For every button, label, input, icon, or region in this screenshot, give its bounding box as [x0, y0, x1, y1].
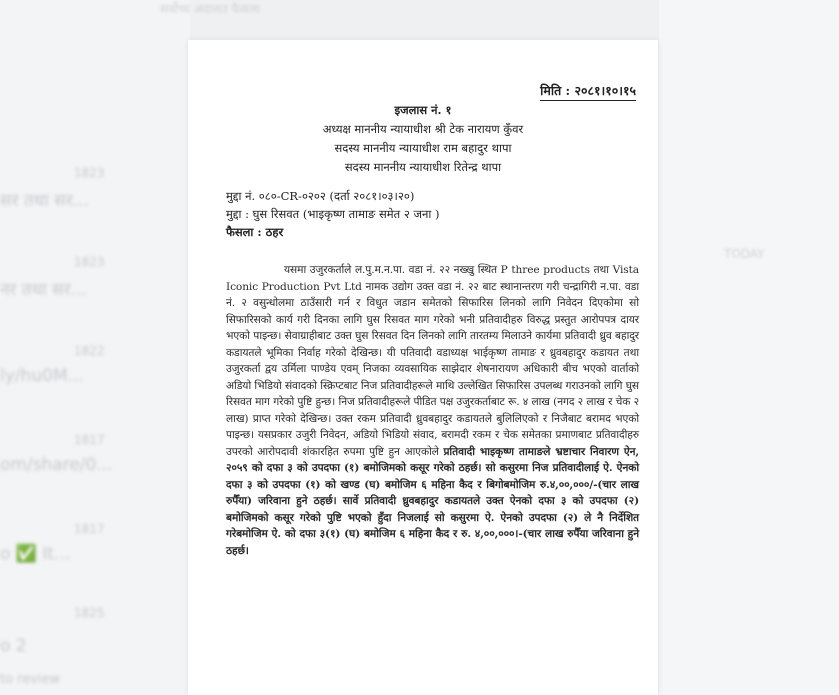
background-top-text: सर्वोच्च अदालत फैसला — [160, 2, 260, 16]
case-meta — [226, 187, 440, 241]
judgment-body — [226, 262, 639, 559]
background-chat-title: नर तथा सर... — [0, 280, 87, 300]
background-chat-title: o ✅ It... — [0, 544, 71, 564]
background-chat-year: 1823 — [74, 255, 105, 269]
case-number: मुद्दा नं. ०८०-CR-०२०२ (दर्ता २०८१।०३।२०) — [226, 189, 415, 203]
background-chat-title: o 2 — [0, 636, 27, 656]
background-chat-year: 1817 — [74, 522, 105, 536]
background-chat-year: 1823 — [74, 166, 105, 180]
background-chat-title: सर तथा सर... — [0, 191, 89, 211]
judgment-body-bold: प्रतिवादी भाइकृष्ण तामाङले भ्रष्टाचार निवारण ऐन, २०५९ को दफा ३ को उपदफा (१) बमोजिमको कसूर गरेको ठहर्छ। सो कसुरमा निज प्रतिवादीलाई ऐ. ऐनको दफा ३ को उपदफा (१) को खण्ड (घ) बमोजिम ६ महिना कैद र बिगोबमोजिम रु.४,००,०००/-(चार लाख रुपैँया) जरिवाना हुने ठहर्छ। सार्वे प्रतिवादी ध्रुवबहादुर कडायतले उक्त ऐनको दफा ३ को उपदफा (२) बमोजिमको कसूर गरेको पुष्टि भएको हुँदा निजलाई सो कसुरमा ऐ. ऐनको उपदफा (२) ले नै निर्देशित गरेबमोजिम ऐ. को दफा ३(१) (घ) बमोजिम ६ महिना कैद र रु. ४,००,०००।-(चार लाख रुपैँया जरिवाना हुने ठहर्छ। — [226, 445, 639, 557]
document-date: मिति : २०८१।१०।१५ — [540, 82, 636, 101]
background-today-label: TODAY — [724, 247, 765, 261]
judge-member: सदस्य माननीय न्यायाधीश राम बहादुर थापा — [334, 141, 512, 155]
judge-chair: अध्यक्ष माननीय न्यायाधीश श्री टेक नारायण कुँवर — [322, 122, 524, 136]
bench-header — [188, 101, 658, 177]
background-chat-title: ly/hu0M... — [0, 366, 84, 386]
background-bottom-label: to review — [0, 672, 61, 687]
judge-member: सदस्य माननीय न्यायाधीश रितेन्द्र थापा — [344, 160, 502, 174]
case-verdict: फैसला : ठहर — [226, 225, 284, 239]
background-chat-title: om/share/0... — [0, 455, 113, 475]
background-chat-year: 1822 — [74, 344, 105, 358]
background-chat-year: 1825 — [74, 606, 105, 620]
background-right-panel — [659, 0, 839, 695]
bench-number: इजलास नं. १ — [394, 103, 452, 117]
case-type: मुद्दा : घुस रिसवत (भाइकृष्ण तामाङ समेत २ जना ) — [226, 207, 440, 221]
background-chat-year: 1817 — [74, 433, 105, 447]
scanned-document — [188, 40, 658, 695]
judgment-body-plain: यसमा उजुरकर्ताले ल.पु.म.न.पा. वडा नं. २२ नख्खु स्थित P three products तथा Vista Iconic Production Pvt Ltd नामक उद्योग उक्त वडा नं. २२ बाट स्थानान्तरण गरी चन्द्रागिरी न.पा. वडा नं. २ वसुन्धोलमा ठाउँसारी गर्न र विधुत जडान समेतको सिफारिस लिनको लागि निवेदन दिएकोमा सो सिफारिसको कार्य गरी दिनका लागि घुस रिसवत माग गरेको भनी प्रतिवादीहरु विरुद्ध प्रस्तुत आरोपपत्र दायर भएको पाइन्छ। सेवाग्राहीबाट उक्त घुस रिसवत दिन लिनको लागि तारतम्य मिलाउने कार्यमा प्रतिवादी ध्रुव बहादुर कडायतले भूमिका निर्वाह गरेको देखिन्छ। यी पतिवादी वडाध्यक्ष भाईकृष्ण तामाङ र ध्रुवबहादुर कडायत तथा उजुरकर्ता द्वय उर्मिला पाण्डेय एवम् निजका व्यवसायिक साझेदार शेषनारायण अधिकारी बीच भएको वार्ताको अडियो भिडियो संवादको स्क्रिप्टबाट निज प्रतिवादीहरूले माथि उल्लेखित सिफारिस उपलब्ध गराउनको लागि घुस रिसवत माग गरेको पुष्टि हुन्छ। निज प्रतिवादीहरूले पीडित पक्ष उजुरकर्ताबाट रू. ४ लाख (नगद २ लाख र चेक २ लाख) प्राप्त गरेको देखिन्छ। उक्त रकम प्रतिवादी ध्रुवबहादुर कडायतले बुलिलिएको र निजैबाट बरामद भएको पाइन्छ। यसप्रकार उजुरी निवेदन, अडियो भिडियो संवाद, बरामदी रकम र चेक समेतका प्रमाणबाट प्रतिवादीहरु उपरको आरोपदावी शंकारहित रुपमा पुष्टि हुन आएकोले — [226, 264, 639, 458]
